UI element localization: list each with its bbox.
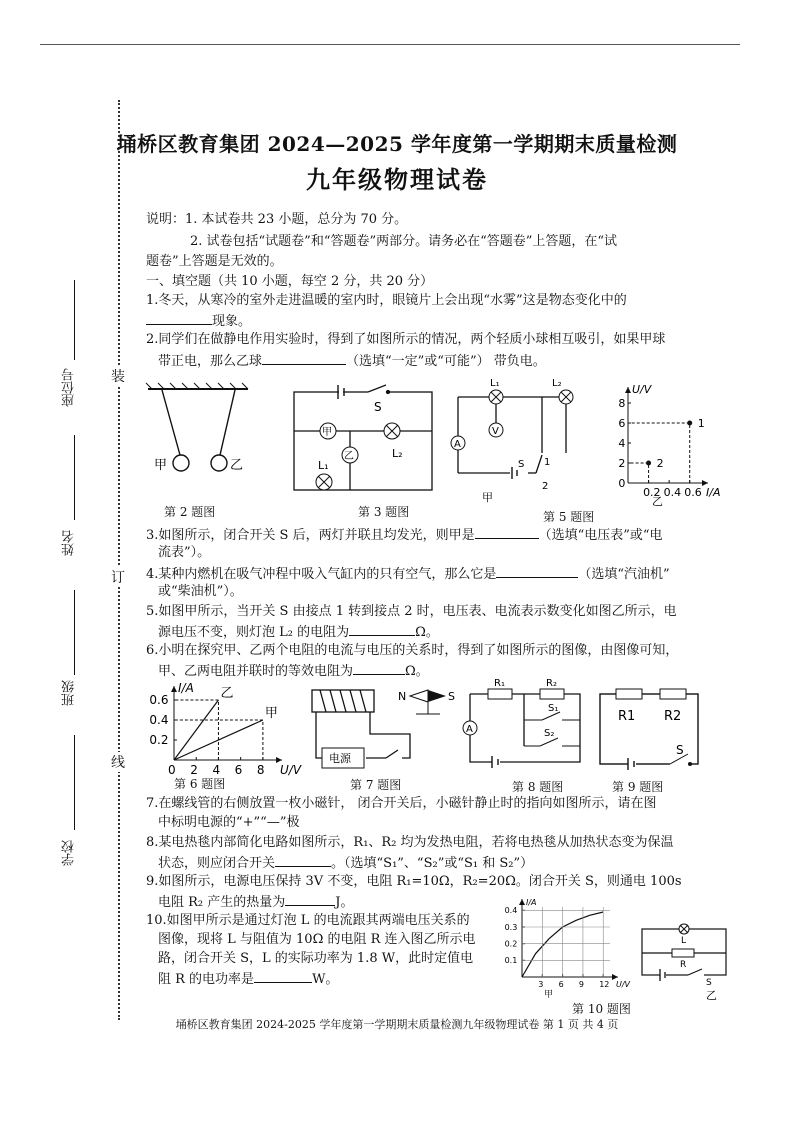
y-axis-arrow (625, 387, 631, 393)
fig10-chart (505, 898, 631, 989)
fig3-meter-jia (320, 423, 336, 439)
fig5-caption: 第 5 题图 (543, 510, 595, 524)
y-axis-label: I/A (178, 681, 194, 695)
fig7-label-n: N (398, 690, 407, 703)
x-tick-label: 4 (212, 763, 221, 777)
fig6-chart (149, 681, 301, 777)
q4-line1: 4.某种内燃机在吸气冲程中吸入气缸内的只有空气，那么它是 （选填“汽油机” (146, 563, 670, 584)
q10-blank[interactable] (254, 968, 312, 983)
q3-line2: 流表”）。 (158, 545, 211, 560)
top-rule (40, 44, 740, 45)
y-tick-label: 8 (618, 396, 626, 410)
fig10-label-r: R (680, 960, 687, 970)
svg-text:电源: 电源 (329, 752, 351, 765)
fig2-label-yi: 乙 (230, 458, 244, 473)
q5-line2: 源电压不变，则灯泡 L₂ 的电阻为 Ω。 (158, 621, 439, 642)
q7-line1: 7.在螺线管的右侧放置一枚小磁针， 闭合开关后，小磁针静止时的指向如图所示，请在图 (146, 796, 657, 811)
q2-line1: 2.同学们在做静电作用实验时，得到了如图所示的情况，两个轻质小球相互吸引，如果甲球 (146, 332, 666, 347)
x-tick-label: 0 (168, 763, 176, 777)
fig3-circuit (294, 392, 432, 490)
fig5-battery (512, 467, 517, 479)
q8-line1: 8.某电热毯内部简化电路如图所示，R₁、R₂ 均为发热电阻，若将电热毯从加热状态变为保温 (146, 835, 674, 850)
fig9-r2 (660, 689, 686, 699)
y-tick-label: 0.2 (149, 733, 169, 748)
q5-line1: 5.如图甲所示，当开关 S 由接点 1 转到接点 2 时，电压表、电流表示数变化如图乙所示，电 (146, 604, 677, 619)
fig9-battery (628, 758, 636, 770)
q6-line2: 甲、乙两电阻并联时的等效电阻为 Ω。 (158, 660, 429, 681)
fig10-label-yi: 乙 (706, 989, 717, 1000)
figure-row-1 (140, 375, 740, 525)
page-footer: 埇桥区教育集团 2024-2025 学年度第一学期期末质量检测九年级物理试卷 第 1 页 共 4 页 (175, 1018, 619, 1031)
y-tick-label: 0 (618, 476, 626, 490)
q3-line1: 3.如图所示，闭合开关 S 后，两灯并联且均发光，则甲是 （选填“电压表”或“电 (146, 524, 663, 545)
svg-text:V: V (492, 426, 499, 437)
fig8-caption: 第 8 题图 (512, 780, 564, 794)
y-tick-label: 0.4 (149, 713, 169, 728)
y-tick-label: 0.3 (504, 922, 518, 932)
fig5-lamp-l1-icon (489, 390, 503, 404)
binding-dotted-line (118, 100, 120, 1020)
fig9-label-s: S (676, 743, 684, 757)
fig2-label-jia: 甲 (154, 458, 168, 473)
x-axis-label: I/A (706, 486, 721, 499)
y-tick-label: 4 (618, 436, 626, 450)
y-axis-arrow (171, 686, 177, 692)
y-axis-label: U/V (632, 383, 652, 396)
fig10-battery (660, 969, 666, 981)
fig7-label-s: S (448, 690, 455, 703)
fig9-r1 (616, 689, 642, 699)
fig10-label-jia: 甲 (544, 990, 554, 1000)
q6-blank[interactable] (353, 660, 405, 675)
binding-seat-label: 座位号 (62, 368, 77, 407)
seat-underline (74, 280, 75, 360)
svg-text:甲: 甲 (322, 427, 332, 438)
svg-text:A: A (454, 439, 461, 450)
fig8-r2 (540, 689, 564, 699)
q10-line1: 10.如图甲所示是通过灯泡 L 的电流跟其两端电压关系的 (146, 913, 470, 928)
fig8-label-r1: R₁ (494, 678, 505, 689)
svg-text:A: A (466, 724, 473, 735)
y-tick-label: 0.6 (149, 693, 169, 708)
q8-line2: 状态，则应闭合开关 。（选填“S₁”、“S₂”或“S₁ 和 S₂”） (158, 852, 533, 873)
fig3-caption: 第 3 题图 (358, 505, 410, 519)
q1-blank[interactable] (146, 310, 212, 325)
fig8-ammeter-icon (463, 721, 477, 735)
fig10-label-s: S (706, 978, 712, 988)
fig9-label-r1: R1 (618, 709, 636, 724)
point-label: 1 (697, 417, 705, 430)
note-2a: 2. 试卷包括“试题卷”和“答题卷”两部分。请务必在“答题卷”上答题，在“试 (190, 234, 618, 249)
exam-subtitle: 九年级物理试卷 (306, 165, 488, 194)
q10-line3: 路，闭合开关 S，L 的实际功率为 1.8 W，此时定值电 (158, 951, 474, 966)
data-point (687, 421, 692, 426)
x-tick-label: 6 (234, 763, 243, 777)
y-tick-label: 0.4 (504, 906, 518, 916)
fig5-label-jia: 甲 (482, 491, 493, 504)
fig7-power-box (322, 748, 364, 768)
q2-blank[interactable] (262, 350, 346, 365)
class-underline (74, 590, 75, 675)
x-tick-label: 0.2 (643, 486, 661, 499)
exam-title: 埇桥区教育集团 2024—2025 学年度第一学期期末质量检测 (116, 132, 678, 156)
fig5-label-yi: 乙 (652, 495, 663, 508)
q5-blank[interactable] (349, 621, 415, 636)
svg-text:乙: 乙 (344, 451, 354, 462)
binding-mark-xian: 线 (111, 752, 125, 772)
fig3-label-l1: L₁ (318, 459, 329, 472)
fig3-lamp-l2-icon (384, 423, 400, 439)
fig7-caption: 第 7 题图 (350, 778, 402, 792)
fig10-resistor (672, 949, 694, 957)
x-axis-label: U/V (616, 980, 631, 989)
q8-blank[interactable] (275, 852, 331, 867)
fig5-label-pt1: 1 (544, 457, 551, 468)
x-tick-label: 8 (256, 763, 265, 777)
x-tick-label: 0.4 (663, 486, 682, 499)
fig10-switch (688, 969, 704, 979)
q6-line1: 6.小明在探究甲、乙两个电阻的电流与电压的关系时，得到了如图所示的图像，由图像可知， (146, 643, 679, 658)
fig6-caption: 第 6 题图 (174, 777, 226, 791)
figure-row-2 (140, 676, 740, 786)
figure-10 (500, 895, 740, 1000)
binding-class-label: 班级 (62, 680, 77, 706)
fig9-caption: 第 9 题图 (612, 780, 664, 794)
binding-mark-zhuang: 装 (111, 366, 125, 386)
q10-line2: 图像，现将 L 与阻值为 10Ω 的电阻 R 连入图乙所示电 (158, 932, 476, 947)
y-tick-label: 0.2 (504, 939, 518, 949)
fig8-switch-s2 (524, 738, 580, 750)
q1-line1: 1.冬天，从寒冷的室外走进温暖的室内时，眼镜片上会出现“水雾”这是物态变化中的 (146, 293, 627, 308)
fig8-label-r2: R₂ (546, 678, 557, 689)
fig2-caption: 第 2 题图 (164, 505, 216, 519)
fig3-label-l2: L₂ (392, 447, 403, 460)
q4-line2: 或“柴油机”）。 (158, 584, 243, 599)
q9-line1: 9.如图所示，电源电压保持 3V 不变，电阻 R₁=10Ω，R₂=20Ω。闭合开关 S，则通电 100s (146, 874, 682, 889)
fig8-r1 (488, 689, 512, 699)
fig5-label-l1: L₁ (490, 378, 500, 389)
y-tick-label: 6 (618, 416, 626, 430)
name-underline (74, 435, 75, 520)
y-axis-arrow (519, 899, 525, 905)
q10-line4: 阻 R 的电功率是 W。 (158, 968, 338, 989)
fig5-chart (618, 383, 720, 499)
q9-blank[interactable] (285, 891, 335, 906)
data-point (646, 461, 651, 466)
binding-school-label: 学校 (62, 840, 77, 866)
fig10-caption: 第 10 题图 (572, 1002, 631, 1016)
fig8-circuit (470, 694, 580, 762)
x-axis-label: U/V (280, 763, 302, 777)
y-axis-label: I/A (526, 898, 537, 907)
series-label: 乙 (220, 686, 234, 701)
q7-line2: 中标明电源的“+”“—”极 (158, 815, 300, 830)
section-1-heading: 一、填空题（共 10 小题，每空 2 分，共 20 分） (146, 274, 434, 289)
fig5-lamp-l2-icon (559, 390, 573, 404)
x-tick-label: 0.6 (684, 486, 702, 499)
fig3-meter-yi (342, 447, 358, 463)
fig5-voltmeter-icon (489, 423, 503, 437)
x-tick-label: 3 (538, 980, 544, 989)
fig3-switch (368, 385, 390, 396)
fig8-label-s2: S₂ (544, 728, 555, 739)
note-2b: 题卷”上答题是无效的。 (146, 254, 283, 269)
fig5-label-pt2: 2 (542, 481, 549, 492)
point-label: 2 (656, 457, 664, 470)
q4-blank[interactable] (496, 563, 578, 578)
binding-name-label: 姓名 (62, 530, 77, 556)
guide-line (628, 463, 649, 483)
x-tick-label: 2 (190, 763, 198, 777)
fig5-ammeter-icon (451, 436, 465, 450)
q3-blank[interactable] (475, 524, 539, 539)
fig10-label-l: L (681, 936, 687, 946)
q1-line2: 现象。 (146, 310, 251, 331)
x-tick-label: 12 (599, 980, 610, 989)
series-label: 甲 (264, 706, 278, 721)
fig9-label-r2: R2 (664, 709, 682, 724)
guide-line (628, 423, 690, 483)
q9-line2: 电阻 R₂ 产生的热量为 J。 (158, 891, 353, 912)
x-tick-label: 6 (558, 980, 564, 989)
school-underline (74, 735, 75, 830)
y-tick-label: 0.1 (504, 956, 518, 966)
fig8-battery (492, 756, 500, 768)
note-1: 说明：1. 本试卷共 23 小题，总分为 70 分。 (146, 212, 408, 227)
series-line (174, 700, 218, 760)
fig5-label-l2: L₂ (552, 378, 562, 389)
x-tick-label: 9 (578, 980, 585, 989)
fig7-compass-needle-icon (410, 690, 446, 714)
fig3-label-s: S (374, 400, 382, 414)
binding-mark-ding: 订 (111, 567, 125, 587)
fig8-label-s1: S₁ (548, 703, 559, 714)
fig5-label-s: S (518, 459, 525, 470)
y-tick-label: 2 (618, 456, 626, 470)
q2-line2: 带正电，那么乙球 （选填“一定”或“可能”） 带负电。 (158, 350, 546, 371)
fig3-lamp-l1-icon (316, 474, 332, 490)
fig10-lamp-icon (679, 924, 689, 934)
